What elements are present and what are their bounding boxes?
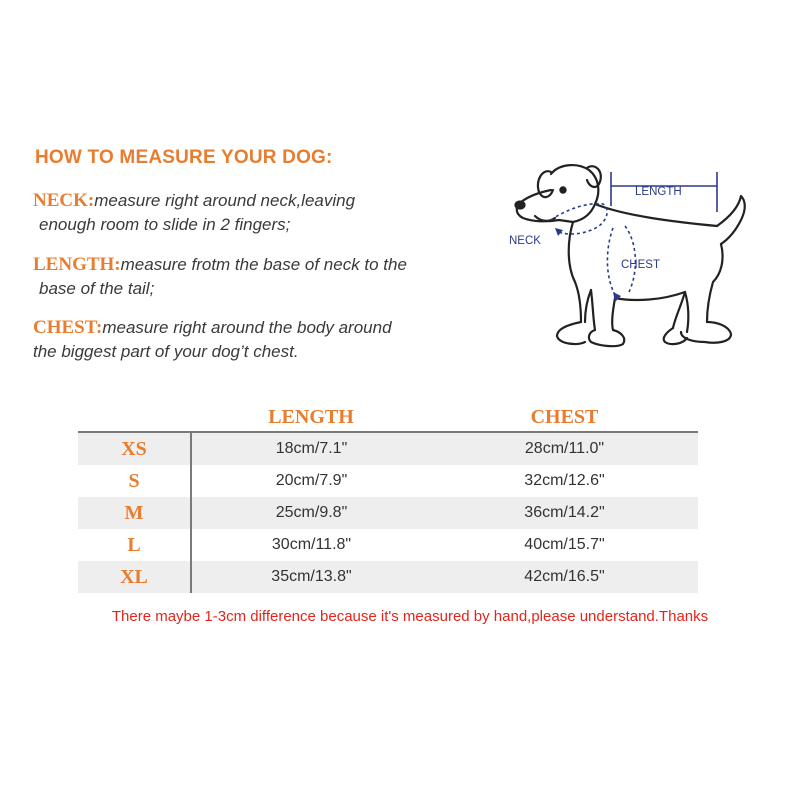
neck-instruction bbox=[33, 189, 483, 237]
dog-measurement-diagram bbox=[495, 150, 770, 365]
size-chart-table bbox=[78, 403, 698, 593]
length-cell: 18cm/7.1" bbox=[191, 432, 431, 465]
header-length: LENGTH bbox=[268, 405, 354, 428]
size-cell: M bbox=[78, 497, 191, 529]
length-text-line1: measure frotm the base of neck to the bbox=[120, 255, 407, 274]
table-row bbox=[78, 432, 698, 465]
neck-text-line2: enough room to slide in 2 fingers; bbox=[39, 215, 291, 234]
neck-text-line1: measure right around neck,leaving bbox=[94, 191, 356, 210]
length-instruction bbox=[33, 253, 483, 301]
chest-instruction bbox=[33, 316, 483, 364]
chest-cell: 36cm/14.2" bbox=[431, 497, 698, 529]
table-row bbox=[78, 529, 698, 561]
chest-cell: 32cm/12.6" bbox=[524, 472, 605, 489]
table-row bbox=[78, 497, 698, 529]
diagram-length-label: LENGTH bbox=[635, 186, 682, 198]
table-row bbox=[78, 561, 698, 593]
chest-cell: 40cm/15.7" bbox=[524, 536, 605, 553]
chest-text-line1: measure right around the body around bbox=[102, 318, 392, 337]
diagram-neck-label: NECK bbox=[509, 235, 541, 247]
length-text-line2: base of the tail; bbox=[39, 279, 155, 298]
size-cell: S bbox=[78, 465, 191, 497]
table-row bbox=[78, 465, 698, 497]
header-chest: CHEST bbox=[530, 405, 599, 428]
chest-cell: 42cm/16.5" bbox=[431, 561, 698, 593]
length-cell: 35cm/13.8" bbox=[191, 561, 431, 593]
size-cell: XS bbox=[78, 432, 191, 465]
chest-cell: 28cm/11.0" bbox=[431, 432, 698, 465]
length-label: LENGTH: bbox=[33, 254, 121, 275]
size-cell: XL bbox=[78, 561, 191, 593]
header-size bbox=[78, 403, 191, 432]
chest-text-line2: the biggest part of your dog’t chest. bbox=[33, 342, 299, 361]
neck-label: NECK: bbox=[33, 190, 95, 211]
length-cell: 30cm/11.8" bbox=[271, 536, 352, 553]
dog-icon bbox=[516, 165, 745, 346]
page-heading: HOW TO MEASURE YOUR DOG: bbox=[35, 147, 333, 168]
length-cell: 20cm/7.9" bbox=[275, 472, 348, 489]
length-cell: 25cm/9.8" bbox=[191, 497, 431, 529]
measurement-note: There maybe 1-3cm difference because it's measured by hand,please understand.Thanks bbox=[111, 608, 709, 625]
chest-label: CHEST: bbox=[33, 317, 103, 338]
size-cell: L bbox=[78, 529, 191, 561]
diagram-chest-label: CHEST bbox=[621, 259, 660, 271]
table-header-row bbox=[78, 403, 698, 432]
